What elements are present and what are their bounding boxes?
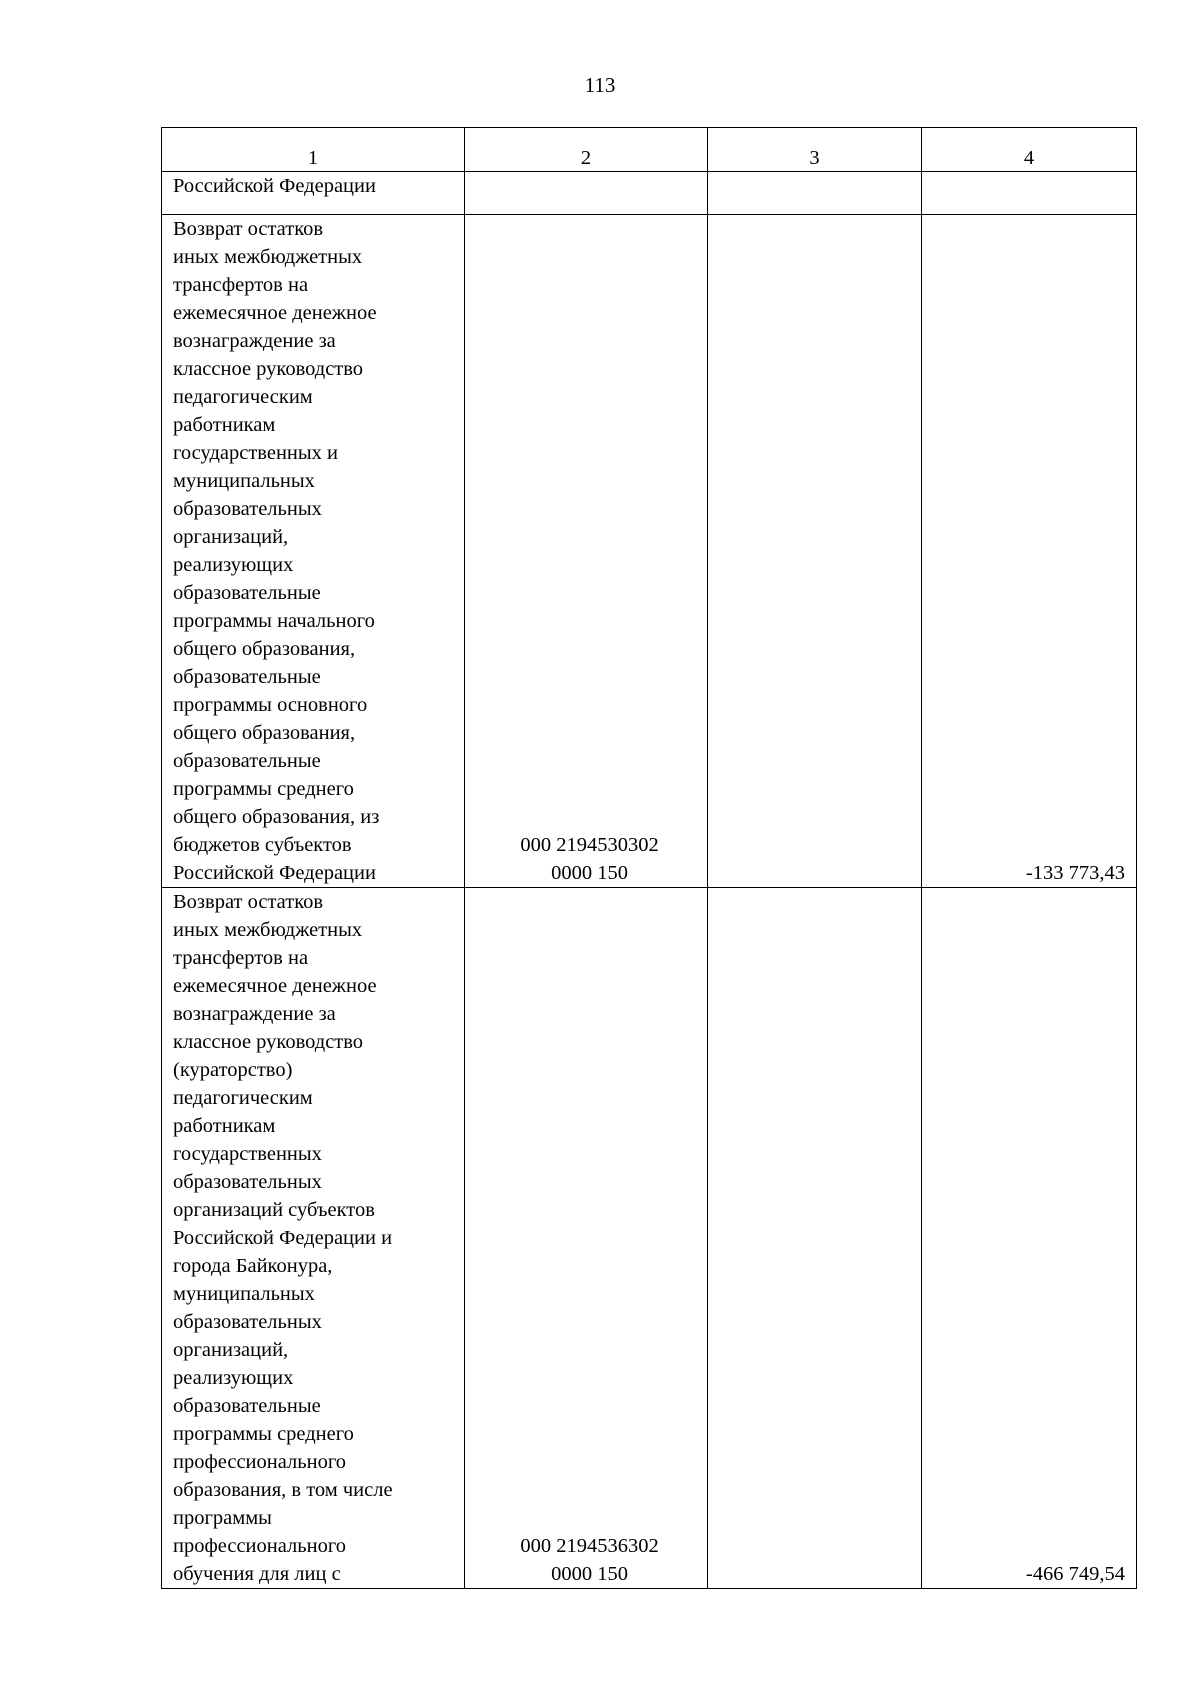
page-number: 113 [584, 73, 616, 97]
code-text: 000 2194530302 0000 150 [520, 834, 659, 884]
description-text: Российской Федерации [173, 175, 376, 197]
row-col3 [708, 215, 922, 888]
budget-table [161, 127, 1137, 1589]
row-col3 [708, 172, 922, 215]
row-description [162, 888, 465, 1589]
row-description [162, 172, 465, 215]
row-code [465, 172, 708, 215]
row-col3 [708, 888, 922, 1589]
row-description [162, 215, 465, 888]
row-amount [922, 172, 1137, 215]
amount-text: -466 749,54 [1025, 1563, 1125, 1585]
amount-text: -133 773,43 [1025, 862, 1125, 884]
header-col-4: 4 [922, 128, 1137, 172]
table-header-row [162, 128, 1137, 172]
row-code [465, 888, 708, 1589]
header-col-1: 1 [162, 128, 465, 172]
row-amount [922, 215, 1137, 888]
code-text: 000 2194536302 0000 150 [520, 1535, 659, 1585]
header-col-3: 3 [708, 128, 922, 172]
description-text: Возврат остатков иных межбюджетных трансфертов на ежемесячное денежное вознаграждение за классное руководство педагогическим работникам государственных и муниципальных образовательных организаций, реализующих образовательные программы начального общего образования, образовательные программы основного общего образования, образовательные программы среднего общего образования, из бюджетов субъектов Российской Федерации [173, 218, 380, 884]
table-row [162, 215, 1137, 888]
header-col-2: 2 [465, 128, 708, 172]
row-code [465, 215, 708, 888]
description-text: Возврат остатков иных межбюджетных трансфертов на ежемесячное денежное вознаграждение за классное руководство (кураторство) педагогическим работникам государственных образовательных организаций субъектов Российской Федерации и города Байконура, муниципальных образовательных организаций, реализующих образовательные программы среднего профессионального образования, в том числе программы профессионального обучения для лиц с [173, 891, 393, 1585]
table-row-continuation [162, 172, 1137, 215]
table-row [162, 888, 1137, 1589]
row-amount [922, 888, 1137, 1589]
